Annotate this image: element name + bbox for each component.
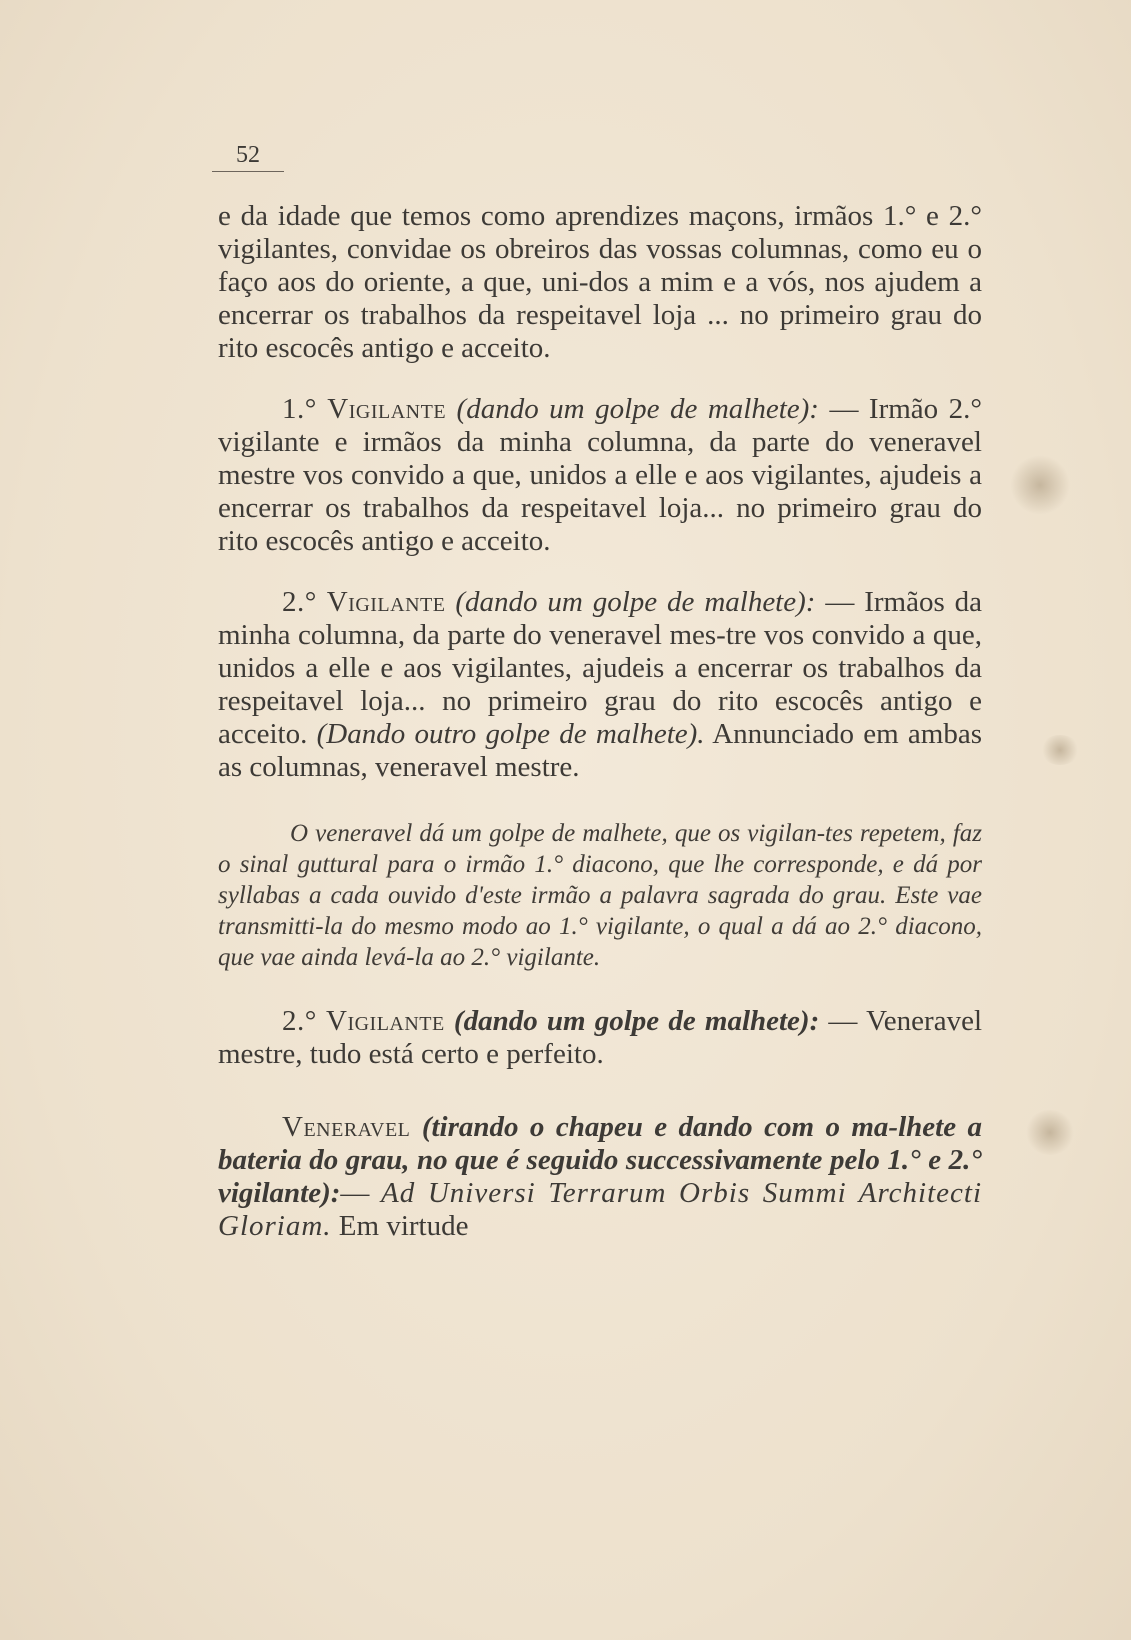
paragraph-4-text: — Veneravel mestre, tudo está certo e perfeito.: [218, 1005, 982, 1070]
ritual-note: O veneravel dá um golpe de malhete, que os vigilan-tes repetem, faz o sinal guttural para o irmão 1.° diacono, que lhe corresponde, e dá por syllabas a cada ouvido d'este irmão a palavra sagrada do grau. Este vae transmitti-la do mesmo modo ao 1.° vigilante, o qual a dá ao 2.° diacono, que vae ainda levá-la ao 2.° vigilante.: [218, 820, 982, 971]
body-text: [218, 200, 982, 1271]
paragraph-4: [218, 1005, 982, 1071]
paragraph-2-text: — Irmão 2.° vigilante e irmãos da minha columna, da parte do veneravel mestre vos convido a que, unidos a elle e aos vigilantes, ajudeis a encerrar os trabalhos da respeitavel loja... no primeiro grau do rito escocês antigo e acceito.: [218, 393, 983, 557]
speaker-label: Veneravel: [282, 1111, 411, 1143]
paragraph-3-text: — Irmãos da minha columna, da parte do veneravel mes-tre vos convido a que, unidos a elle e aos vigilantes, ajudeis a encerrar os trabalhos da respeitavel loja... no primeiro grau do rito escocês antigo e acceito.: [218, 586, 983, 750]
latin-phrase: Ad Universi Terrarum Orbis Summi Architecti Gloriam.: [218, 1177, 983, 1242]
paper-stain: [1040, 735, 1080, 765]
stage-direction: (dando um golpe de malhete):: [455, 586, 816, 618]
stage-direction: (Dando outro golpe de malhete).: [316, 718, 705, 750]
paragraph-1: [218, 200, 982, 365]
paper-stain: [1025, 1110, 1075, 1155]
paragraph-1-text: e da idade que temos como aprendizes maçons, irmãos 1.° e 2.° vigilantes, convidae os obreiros das vossas columnas, como eu o faço aos do oriente, a que, uni-dos a mim e a vós, nos ajudem a encerrar os trabalhos da respeitavel loja ... no primeiro grau do rito escocês antigo e acceito.: [218, 200, 982, 364]
paper-stain: [1010, 455, 1070, 515]
speaker-label: 2.° Vigilante: [282, 1005, 445, 1037]
stage-direction: (dando um golpe de malhete):: [456, 393, 819, 425]
dash: —: [340, 1177, 370, 1209]
stage-direction: (tirando o chapeu e dando com o ma-lhete a bateria do grau, no que é seguido successivamente pelo 1.° e 2.° vigilante):: [218, 1111, 982, 1209]
speaker-label: 2.° Vigilante: [282, 586, 446, 618]
paragraph-2: [218, 393, 982, 558]
paragraph-3: [218, 586, 982, 784]
paragraph-3-text-continued: Annunciado em ambas as columnas, veneravel mestre.: [218, 718, 982, 783]
paragraph-5: [218, 1111, 982, 1243]
speaker-label: 1.° Vigilante: [282, 393, 447, 425]
page-number: 52: [212, 142, 284, 172]
stage-direction: (dando um golpe de malhete):: [453, 1005, 820, 1037]
paragraph-5-text: Em virtude: [338, 1210, 469, 1242]
